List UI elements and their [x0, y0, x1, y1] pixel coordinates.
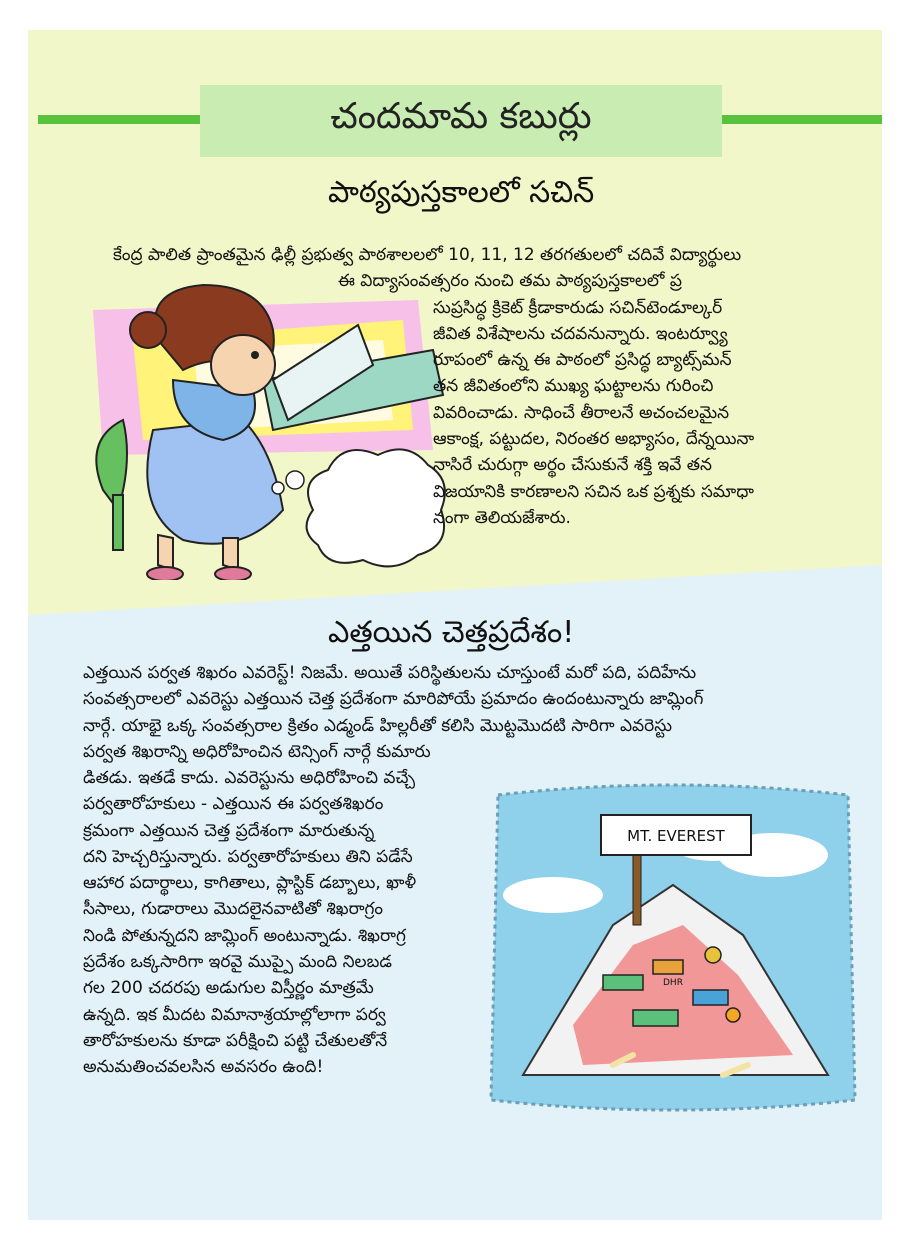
article1-line: నాసిరే చురుగ్గా అర్థం చేసుకునే శక్తి ఇవే తన [433, 455, 712, 476]
everest-trash-illustration [483, 775, 863, 1120]
article1-body [113, 242, 873, 531]
article1-line: కేంద్ర పాలిత ప్రాంతమైన ఢిల్లీ ప్రభుత్వ పాఠశాలలలో 10, 11, 12 తరగతులలో చదివే విద్యార్థులు [113, 245, 742, 265]
banner-rule-right [722, 115, 882, 124]
banner-title: చందమామ కబుర్లు [330, 96, 592, 137]
article1-line: విజయానికి కారణాలని సచిన ఒక ప్రశ్నకు సమాధా [433, 481, 754, 502]
article1-line: ఆకాంక్ష, పట్టుదల, నిరంతర అభ్యాసం, దేన్నయినా [433, 429, 755, 450]
article1-line: సుప్రసిద్ధ క్రికెట్ క్రీడాకారుడు సచిన్‌టెండూల్కర్ [433, 297, 723, 318]
banner-rule-left [38, 115, 203, 124]
article2-line: సీసాలు, గుడారాలు మొదలైనవాటితో శిఖరాగ్రం [83, 899, 384, 920]
article2-line: ప్రదేశం ఒక్కసారిగా ఇరవై ముప్పై మంది నిలబడ [83, 952, 392, 973]
trash-label: DHR [663, 978, 683, 988]
article2-body-column [83, 765, 503, 1081]
article2-line: డితడు. ఇతడే కాదు. ఎవరెస్టును అధిరోహించి వచ్చే [83, 768, 415, 788]
everest-sign [601, 815, 751, 855]
magazine-page [28, 30, 882, 1220]
everest-sign-text: MT. EVEREST [627, 827, 725, 845]
article2-line: పర్వతారోహకులు - ఎత్తయిన ఈ పర్వతశిఖరం [83, 794, 384, 815]
article1-line: నంగా తెలియజేశారు. [433, 507, 571, 528]
article1-line: రూపంలో ఉన్న ఈ పాఠంలో ప్రసిద్ధ బ్యాట్స్‌మన్ [433, 350, 732, 371]
article2-line: సంవత్సరాలలో ఎవరెస్టు ఎత్తయిన చెత్త ప్రదేశంగా మారిపోయే ప్రమాదం ఉందంటున్నారు జామ్లింగ్ [83, 689, 704, 710]
article2-line: పర్వత శిఖరాన్ని అధిరోహించిన టెన్సింగ్ నార్గే కుమారు [83, 741, 431, 762]
article2-line: క్రమంగా ఎత్తయిన చెత్త ప్రదేశంగా మారుతున్న [83, 820, 375, 841]
article2-title: ఎత్తయిన చెత్తప్రదేశం! [328, 615, 575, 650]
article1-line: తన జీవితంలోని ముఖ్య ఘట్టాలను గురించి [433, 376, 714, 397]
article2-line: ఎత్తయిన పర్వత శిఖరం ఎవరెస్ట్! నిజమే. అయితే పరిస్థితులను చూస్తుంటే మరో పది, పదిహేను [83, 663, 697, 683]
article2-line: తారోహకులను కూడా పరీక్షించి పట్టి చేతులతోనే [83, 1030, 388, 1051]
article2-line: నార్గే. యాభై ఒక్క సంవత్సరాల క్రితం ఎడ్మండ్ హిల్లరీతో కలిసి మొట్టమొదటి సారిగా ఎవరెస్టు [83, 715, 673, 736]
article2-line: ఆహార పదార్థాలు, కాగితాలు, ప్లాస్టిక్ డబ్బాలు, ఖాళీ [83, 873, 417, 894]
article2-line: దని హెచ్చరిస్తున్నారు. పర్వతారోహకులు తిని పడేసే [83, 846, 413, 867]
article2-line: గల 200 చదరపు అడుగుల విస్తీర్ణం మాత్రమే [83, 978, 374, 999]
article2-line: ఉన్నది. ఇక మీదట విమానాశ్రయాల్లోలాగా పర్వ [83, 1004, 386, 1025]
article1-title: పాఠ్యపుస్తకాలలో సచిన్ [328, 175, 595, 210]
article1-line: వివరించాడు. సాధించే తీరాలనే అచంచలమైన [433, 402, 730, 423]
article1-line: ఈ విద్యాసంవత్సరం నుంచి తమ పాఠ్యపుస్తకాలలో ప్ర [338, 271, 682, 292]
article1-line: జీవిత విశేషాలను చదవనున్నారు. ఇంటర్వ్యూ [433, 323, 728, 344]
section-banner [200, 85, 722, 157]
article2-line: నిండి పోతున్నదని జామ్లింగ్ అంటున్నాడు. శిఖరాగ్ర [83, 925, 406, 946]
article2-body [83, 660, 873, 765]
article2-line: అనుమతించవలసిన అవసరం ఉంది! [83, 1057, 324, 1078]
